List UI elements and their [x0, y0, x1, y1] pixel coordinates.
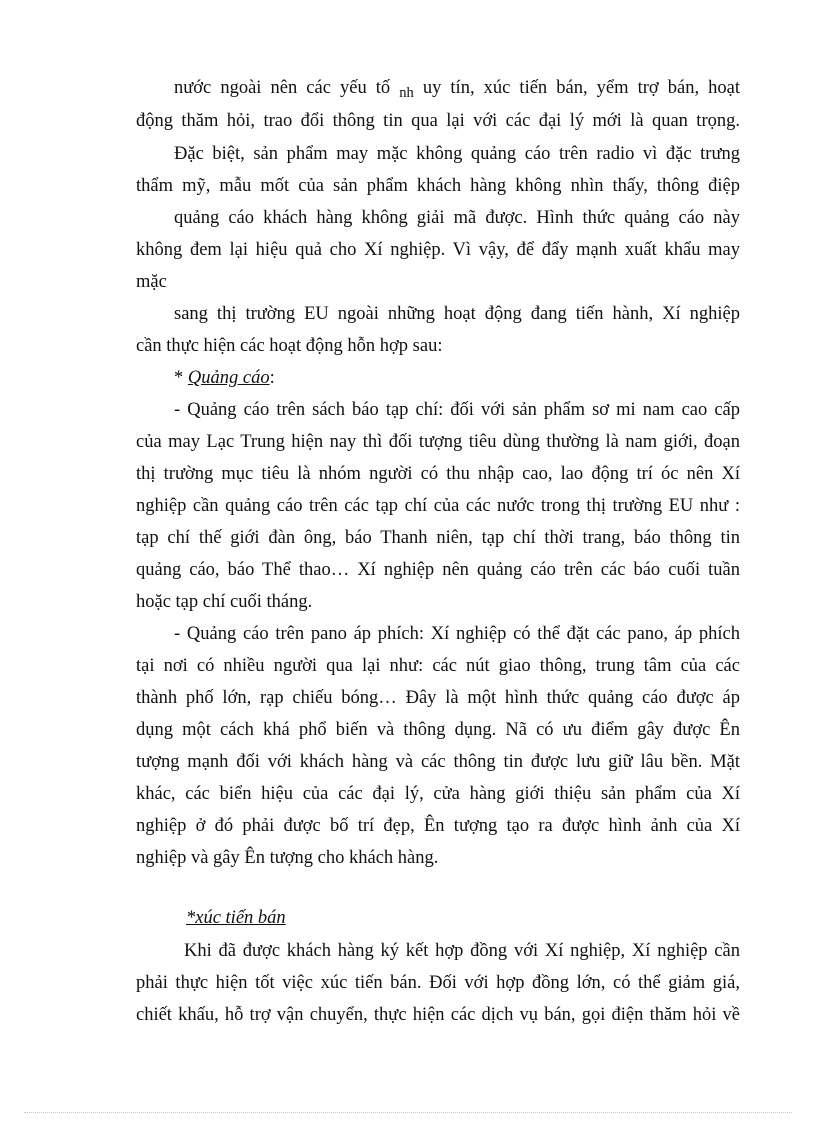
text-line: dụng một cách khá phổ biến và thông dụng. Nã có ưu điểm gây được Ên	[136, 720, 740, 740]
text-line: - Quảng cáo trên pano áp phích: Xí nghiệp có thể đặt các pano, áp phích	[174, 624, 740, 644]
text-line: - Quảng cáo trên sách báo tạp chí: đối với sản phẩm sơ mi nam cao cấp	[174, 400, 740, 420]
text-line: Khi đã được khách hàng ký kết hợp đồng với Xí nghiệp, Xí nghiệp cần	[184, 941, 740, 961]
text-line: Đặc biệt, sản phẩm may mặc không quảng cáo trên radio vì đặc trưng	[174, 144, 740, 164]
text-line: quảng cáo khách hàng không giải mã được. Hình thức quảng cáo này	[174, 208, 740, 228]
text-line: khác, các biển hiệu của các đại lý, cửa hàng giới thiệu sản phẩm của Xí	[136, 784, 740, 804]
section-heading-quang-cao: * Quảng cáo:	[174, 368, 275, 388]
text-line: tạp chí thế giới đàn ông, báo Thanh niên, tạp chí thời trang, báo thông tin	[136, 528, 740, 548]
text-line: hoặc tạp chí cuối tháng.	[136, 592, 313, 612]
text-line: nghiệp cần quảng cáo trên các tạp chí của các nước trong thị trường EU như :	[136, 496, 740, 516]
subscript-text: nh	[399, 85, 414, 100]
text-line: nghiệp và gây Ên tượng cho khách hàng.	[136, 848, 439, 868]
text-line: không đem lại hiệu quả cho Xí nghiệp. Vì vậy, để đẩy mạnh xuất khẩu may	[136, 240, 740, 260]
text-line: chiết khấu, hỗ trợ vận chuyển, thực hiện các dịch vụ bán, gọi điện thăm hỏi về	[136, 1005, 740, 1025]
text-line: tượng mạnh đối với khách hàng và các thông tin được lưu giữ lâu bền. Mặt	[136, 752, 740, 772]
text-line: nước ngoài nên các yếu tố $_{nh}$ uy tín, xúc tiến bán, yểm trợ bán, hoạt	[174, 78, 740, 100]
text-line: thành phố lớn, rạp chiếu bóng… Đây là một hình thức quảng cáo được áp	[136, 688, 740, 708]
text-line: mặc	[136, 272, 167, 292]
text-line: động thăm hỏi, trao đổi thông tin qua lại với các đại lý mới là quan trọng.	[136, 111, 740, 131]
page-bottom-border	[24, 1112, 792, 1113]
text-line: phải thực hiện tốt việc xúc tiến bán. Đối với hợp đồng lớn, có thể giảm giá,	[136, 973, 740, 993]
text-line: tại nơi có nhiều người qua lại như: các nút giao thông, trung tâm của các	[136, 656, 740, 676]
text-line: cần thực hiện các hoạt động hỗn hợp sau:	[136, 336, 443, 356]
text-line: quảng cáo, báo Thể thao… Xí nghiệp nên quảng cáo trên các báo cuối tuần	[136, 560, 740, 580]
text-line: thẩm mỹ, mẫu mốt của sản phẩm khách hàng không nhìn thấy, thông điệp	[136, 176, 740, 196]
text-line: của may Lạc Trung hiện nay thì đối tượng tiêu dùng thường là nam giới, đoạn	[136, 432, 740, 452]
text-line: thị trường mục tiêu là nhóm người có thu nhập cao, lao động trí óc nên Xí	[136, 464, 740, 484]
section-heading-xuc-tien-ban: *xúc tiến bán	[186, 908, 286, 928]
text-line: nghiệp ở đó phải được bố trí đẹp, Ên tượng tạo ra được hình ảnh của Xí	[136, 816, 740, 836]
text-line: sang thị trường EU ngoài những hoạt động đang tiến hành, Xí nghiệp	[174, 304, 740, 324]
